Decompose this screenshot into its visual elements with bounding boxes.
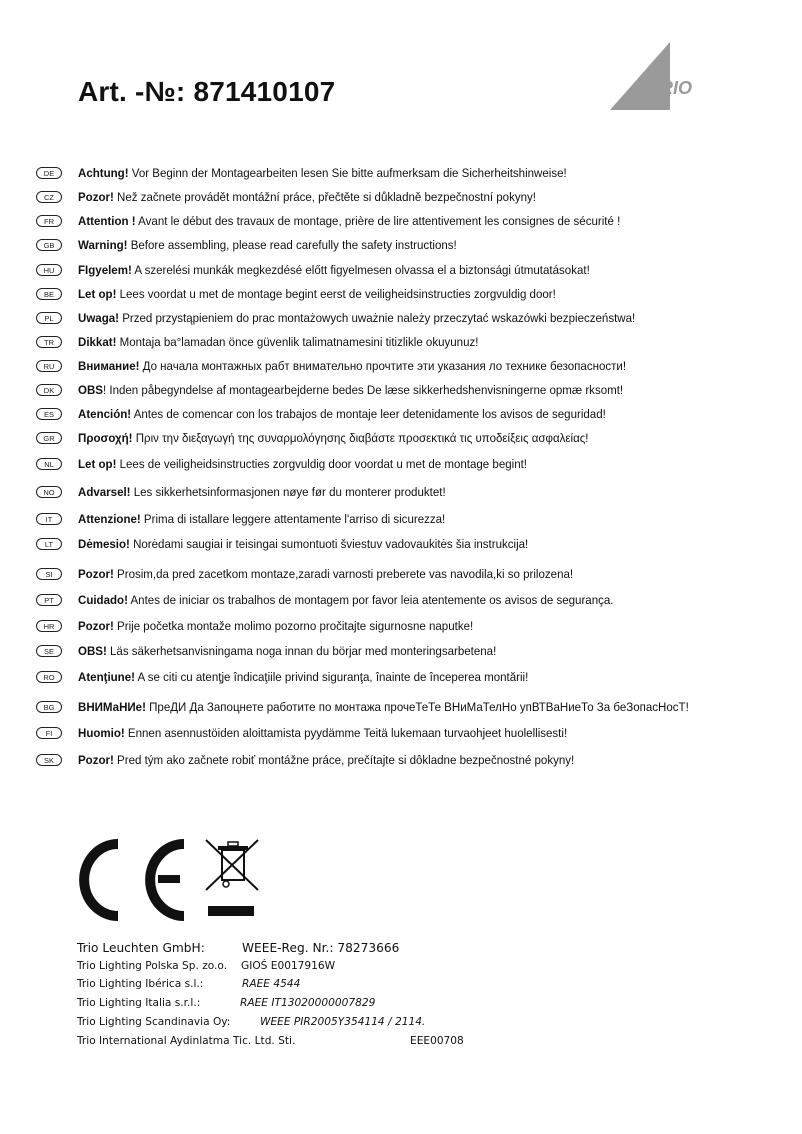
- warning-body: До начала монтажных рабт внимательно прочтите эти указания ло технике безопасности!: [139, 359, 627, 373]
- warning-row-it: [36, 510, 473, 528]
- warning-text: [78, 457, 527, 471]
- warning-label: Внимание!: [78, 359, 140, 373]
- warning-text: [78, 670, 528, 684]
- language-badge: HR: [36, 620, 62, 632]
- language-badge: CZ: [36, 191, 62, 203]
- warning-body: Lees de veiligheidsinstructies zorgvuldig door voordat u met de montage begint!: [116, 457, 528, 471]
- company-name: Trio Lighting Polska Sp. zo.o.: [77, 960, 228, 972]
- language-badge: DK: [36, 384, 62, 396]
- language-badge: NO: [36, 486, 62, 498]
- warning-row-bg: [36, 698, 735, 716]
- warning-body: Antes de comencar con los trabajos de montaje leer detenidamente los avisos de seguridad!: [131, 407, 606, 421]
- warning-label: Dėmesio!: [78, 537, 130, 551]
- warning-row-hr: [36, 617, 503, 635]
- warning-body: Než začnete provádět montážní práce, přečtěte si důkladně bezpečnostní pokyny!: [113, 190, 536, 204]
- warning-row-pt: [36, 591, 654, 609]
- warning-text: [78, 593, 613, 607]
- language-badge: GB: [36, 239, 62, 251]
- warning-body: ! Inden påbegyndelse af montagearbejderne bedes De læse sikkerhedshenvisningerne opmæ rksomt!: [102, 383, 624, 397]
- warning-label: Προσοχή!: [78, 431, 133, 445]
- warning-row-si: [36, 565, 610, 583]
- language-badge: PL: [36, 312, 62, 324]
- company-name: Trio Leuchten GmbH:: [77, 941, 205, 955]
- company-registration: WEEE PIR2005Y354114 / 2114.: [260, 1016, 426, 1028]
- warning-label: Achtung!: [78, 166, 129, 180]
- language-badge: RO: [36, 671, 62, 683]
- language-badge: RU: [36, 360, 62, 372]
- language-badge: GR: [36, 432, 62, 444]
- warning-row-pl: [36, 309, 677, 327]
- language-badge: LT: [36, 538, 62, 550]
- warning-label: Attenzione!: [78, 512, 141, 526]
- warning-label: ВНИМаНИе!: [78, 700, 146, 714]
- company-registration: GIOŚ E0017916W: [241, 960, 336, 972]
- warning-row-no: [36, 483, 473, 501]
- warning-label: Cuidado!: [78, 593, 128, 607]
- trio-logo: [608, 40, 704, 110]
- warning-body: Avant le début des travaux de montage, prière de lire attentivement les consignes de sécurité !: [135, 214, 621, 228]
- warning-label: Let op!: [78, 287, 117, 301]
- warning-body: Before assembling, please read carefully the safety instructions!: [127, 238, 457, 252]
- warning-label: Atención!: [78, 407, 132, 421]
- warning-body: Montaja ba°lamadan önce güvenlik talimatnamesini titizlikle okuyunuz!: [116, 335, 479, 349]
- warning-text: [78, 383, 623, 397]
- certification-marks: [74, 836, 274, 927]
- warning-label: Huomio!: [78, 726, 125, 740]
- warning-text: [78, 485, 446, 499]
- warning-body: Prosim,da pred zacetkom montaze,zaradi varnosti preberete vas navodila,ki so prilozena!: [113, 567, 574, 581]
- warning-label: Warning!: [78, 238, 128, 252]
- warning-body: Prije početka montaže molimo pozorno pročitajte sigurnosne naputke!: [113, 619, 474, 633]
- weee-crossed-bin-icon: [206, 840, 258, 916]
- warning-body: Prima di istallare leggere attentamente l'arriso di sicurezza!: [140, 512, 446, 526]
- warning-body: Vor Beginn der Montagearbeiten lesen Sie bitte aufmerksam die Sicherheitshinweise!: [128, 166, 567, 180]
- warning-text: [78, 311, 635, 325]
- warning-label: Pozor!: [78, 190, 114, 204]
- warning-body: A szerelési munkák megkezdésé előtt figyelmesen olvassa el a biztonsági útmutatásokat!: [131, 263, 590, 277]
- warning-body: Przed przystąpieniem do prac montażowych uważnie należy przeczytać wskazówki bezpieczeństwa!: [118, 311, 636, 325]
- warning-text: [78, 359, 626, 373]
- warning-text: [78, 431, 588, 445]
- warning-text: [78, 190, 536, 204]
- warning-row-hu: [36, 261, 628, 279]
- warning-body: Pred tým ako začnete robiť montážne práce, prečítajte si dôkladne bezpečnostné pokyny!: [113, 753, 575, 767]
- warning-text: [78, 512, 445, 526]
- language-badge: BE: [36, 288, 62, 300]
- warning-body: Norėdami saugiai ir teisingai sumontuoti šviestuv vadovaukitės šia instrukcija!: [129, 537, 529, 551]
- company-registration: RAEE IT13020000007829: [240, 997, 376, 1009]
- warning-text: [78, 753, 574, 767]
- warning-label: OBS: [78, 383, 103, 397]
- warning-body: Les sikkerhetsinformasjonen nøye før du monterer produktet!: [130, 485, 446, 499]
- warning-row-lt: [36, 535, 562, 553]
- language-badge: SK: [36, 754, 62, 766]
- warning-text: [78, 263, 590, 277]
- warning-label: Advarsel!: [78, 485, 131, 499]
- warning-text: [78, 166, 567, 180]
- language-badge: HU: [36, 264, 62, 276]
- warning-row-cz: [36, 188, 570, 206]
- language-badge: TR: [36, 336, 62, 348]
- warning-text: [78, 644, 496, 658]
- company-registration: RAEE 4544: [242, 978, 301, 990]
- warning-row-fr: [36, 212, 661, 230]
- logo-text: TRIO: [649, 78, 692, 98]
- warning-row-gr: [36, 429, 627, 447]
- warning-body: A se citi cu atenţje îndicaţiile privind siguranţa, înainte de începerea montării!: [134, 670, 529, 684]
- company-name: Trio Lighting Scandinavia Oy:: [77, 1016, 231, 1028]
- company-registration: EEE00708: [410, 1035, 464, 1047]
- warning-text: [78, 335, 478, 349]
- warning-text: [78, 567, 573, 581]
- warning-row-sk: [36, 751, 612, 769]
- warning-row-de: [36, 164, 604, 182]
- language-badge: BG: [36, 701, 62, 713]
- company-name: Trio Lighting Italia s.r.l.:: [77, 997, 201, 1009]
- article-number: Art. -№: 871410107: [78, 76, 336, 107]
- warning-row-fi: [36, 724, 604, 742]
- warning-row-be: [36, 285, 592, 303]
- language-badge: DE: [36, 167, 62, 179]
- warning-text: [78, 214, 620, 228]
- ce-mark: [84, 844, 184, 916]
- language-badge: SI: [36, 568, 62, 580]
- language-badge: SE: [36, 645, 62, 657]
- warning-label: Dikkat!: [78, 335, 117, 349]
- warning-label: FIgyelem!: [78, 263, 132, 277]
- warning-row-se: [36, 642, 528, 660]
- language-badge: FI: [36, 727, 62, 739]
- warning-row-ru: [36, 357, 667, 375]
- language-badge: PT: [36, 594, 62, 606]
- warning-label: Atenţiune!: [78, 670, 135, 684]
- language-badge: NL: [36, 458, 62, 470]
- company-name: Trio Lighting Ibérica s.l.:: [77, 978, 204, 990]
- warning-text: [78, 407, 606, 421]
- warning-body: Lees voordat u met de montage begint eerst de veiligheidsinstructies zorgvuldig door!: [116, 287, 556, 301]
- warning-row-es: [36, 405, 646, 423]
- warning-text: [78, 619, 473, 633]
- warning-label: Let op!: [78, 457, 117, 471]
- company-name: Trio International Aydinlatma Tic. Ltd. Sti.: [77, 1035, 296, 1047]
- warning-text: [78, 287, 556, 301]
- warning-body: ПреДИ Да Запоцнете работите по монтажа прочеТеТе ВНиМаТелНо упВТВаНиеТо За беЗопасНосТ!: [145, 700, 689, 714]
- warning-label: Pozor!: [78, 619, 114, 633]
- warning-text: [78, 700, 689, 714]
- warning-body: Läs säkerhetsanvisningama noga innan du börjar med monteringsarbetena!: [106, 644, 497, 658]
- warning-row-nl: [36, 455, 561, 473]
- warning-body: Ennen asennustöiden aloittamista pyydämme Teitä lukemaan turvaohjeet huolellisesti!: [124, 726, 568, 740]
- language-badge: IT: [36, 513, 62, 525]
- warning-label: OBS!: [78, 644, 107, 658]
- warning-label: Pozor!: [78, 753, 114, 767]
- warning-row-ro: [36, 668, 562, 686]
- company-registration: WEEE-Reg. Nr.: 78273666: [242, 941, 400, 955]
- warning-row-gb: [36, 236, 485, 254]
- warning-label: Pozor!: [78, 567, 114, 581]
- warning-text: [78, 726, 567, 740]
- language-badge: FR: [36, 215, 62, 227]
- language-badge: ES: [36, 408, 62, 420]
- warning-row-tr: [36, 333, 509, 351]
- warning-label: Attention !: [78, 214, 136, 228]
- warning-text: [78, 238, 457, 252]
- warning-row-dk: [36, 381, 664, 399]
- warning-body: Πριν την διεξαγωγή της συναρμολόγησης διαβάστε προσεκτικά τις υποδείξεις ασφαλείας!: [132, 431, 589, 445]
- ce-weee-marks: [74, 836, 274, 922]
- warning-body: Antes de iniciar os trabalhos de montagem por favor leia atentemente os avisos de segurança.: [127, 593, 614, 607]
- warning-text: [78, 537, 528, 551]
- warning-label: Uwaga!: [78, 311, 119, 325]
